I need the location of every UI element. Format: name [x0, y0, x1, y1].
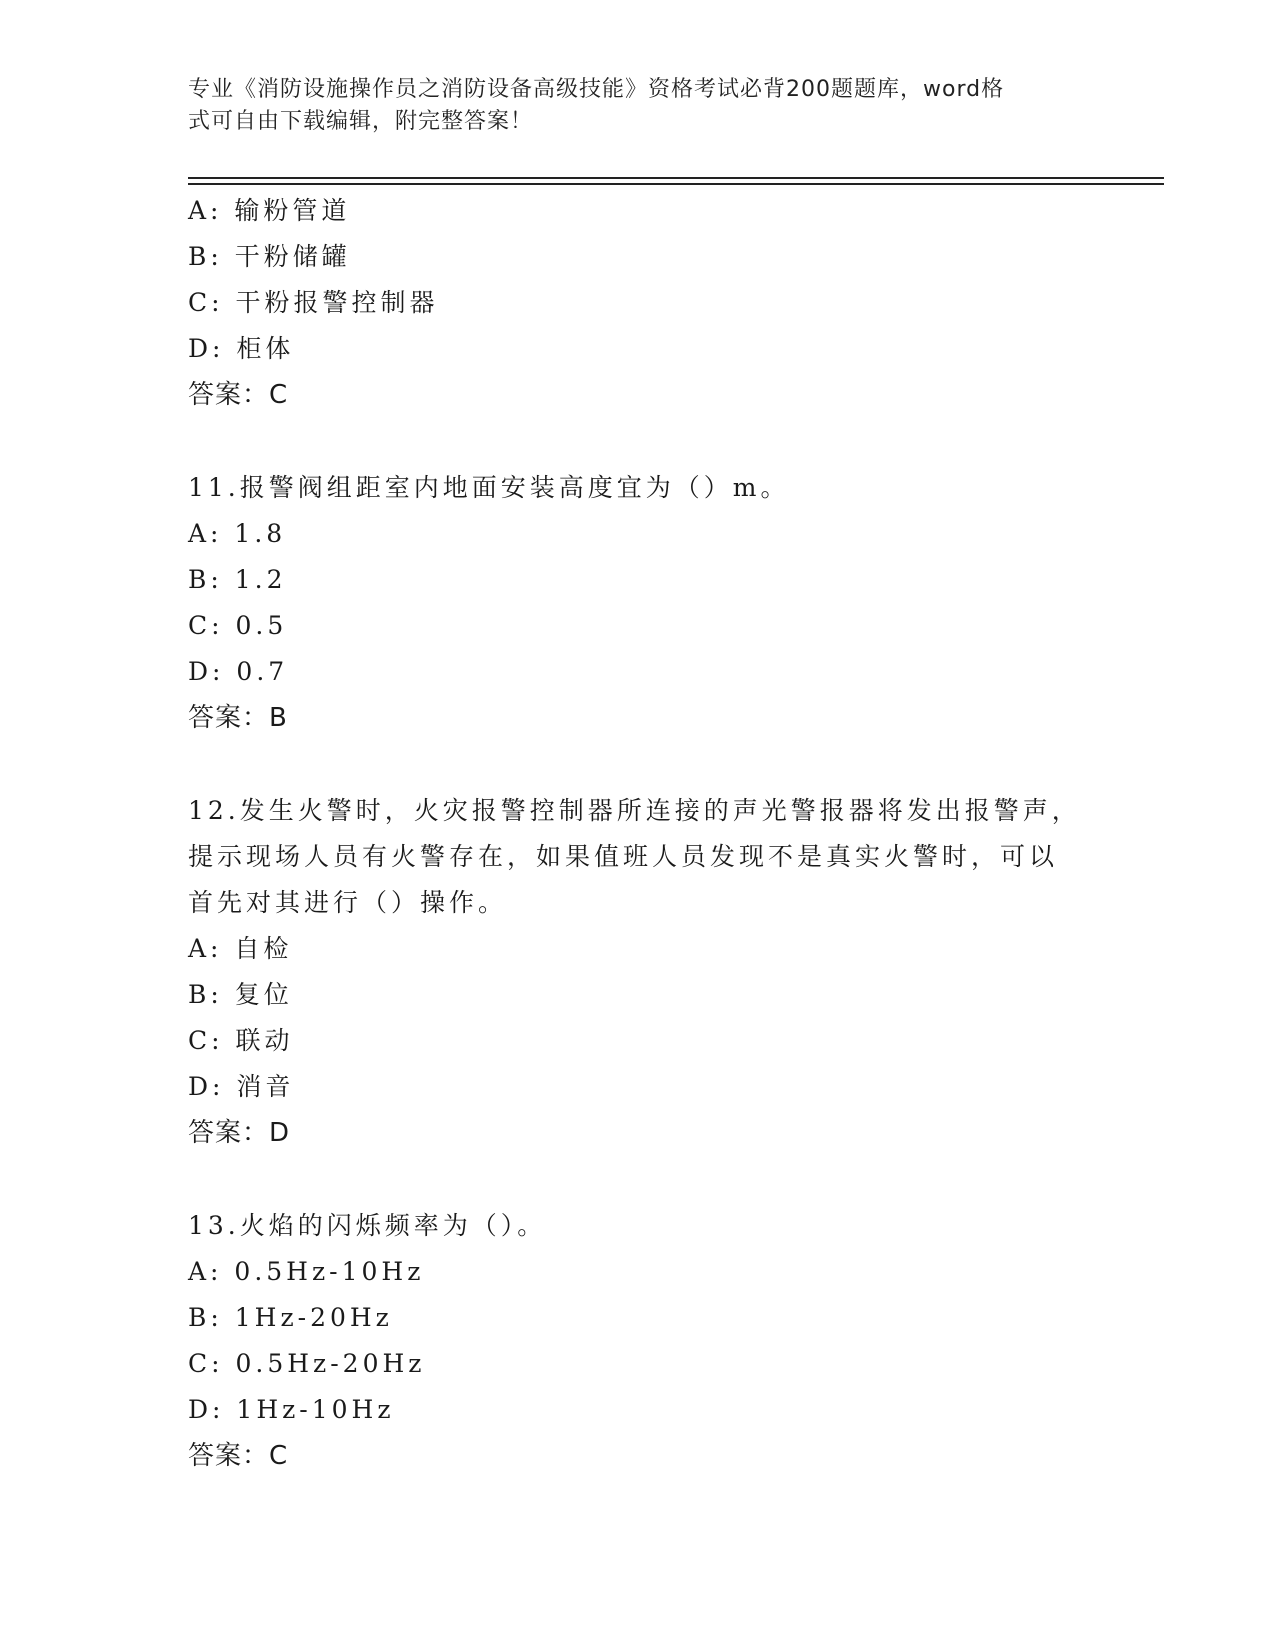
question-block: [188, 465, 1088, 741]
question-block: [188, 788, 1088, 1156]
answer-line: 答案：C: [188, 1441, 289, 1471]
option-a: A: 自检: [188, 934, 293, 963]
option-c: C: 0.5Hz-20Hz: [188, 1349, 426, 1378]
header-line-2: 式可自由下载编辑，附完整答案！: [188, 109, 534, 134]
option-b: B: 1.2: [188, 565, 287, 594]
header-divider-bottom: [188, 183, 1164, 185]
question-stem: 11.报警阀组距室内地面安装高度宜为（）m。: [188, 473, 790, 502]
option-b: B: 复位: [188, 980, 293, 1009]
option-c: C: 0.5: [188, 611, 288, 640]
question-block: [188, 188, 1088, 418]
spacer: [188, 1156, 1088, 1203]
option-a: A: 0.5Hz-10Hz: [188, 1257, 425, 1286]
question-list: [188, 188, 1088, 1479]
option-b: B: 1Hz-20Hz: [188, 1303, 393, 1332]
option-d: D: 0.7: [188, 657, 289, 686]
option-c: C: 联动: [188, 1026, 294, 1055]
question-stem-line-2: 提示现场人员有火警存在，如果值班人员发现不是真实火警时，可以: [188, 842, 1059, 871]
document-header: [188, 74, 1078, 138]
option-d: D: 消音: [188, 1072, 295, 1101]
answer-line: 答案：C: [188, 380, 289, 410]
question-stem: 13.火焰的闪烁频率为（）。: [188, 1211, 547, 1240]
answer-line: 答案：D: [188, 1118, 291, 1148]
spacer: [188, 418, 1088, 465]
option-d: D: 1Hz-10Hz: [188, 1395, 395, 1424]
option-b: B: 干粉储罐: [188, 242, 351, 271]
header-divider-top: [188, 177, 1164, 179]
option-a: A: 输粉管道: [188, 196, 351, 225]
question-block: [188, 1203, 1088, 1479]
question-stem-line-1: 12.发生火警时，火灾报警控制器所连接的声光警报器将发出报警声，: [188, 796, 1081, 825]
spacer: [188, 741, 1088, 788]
option-c: C: 干粉报警控制器: [188, 288, 439, 317]
option-a: A: 1.8: [188, 519, 287, 548]
answer-line: 答案：B: [188, 703, 288, 733]
header-line-1: 专业《消防设施操作员之消防设备高级技能》资格考试必背200题题库，word格: [188, 77, 1005, 102]
question-stem-line-3: 首先对其进行（）操作。: [188, 888, 508, 917]
option-d: D: 柜体: [188, 334, 295, 363]
